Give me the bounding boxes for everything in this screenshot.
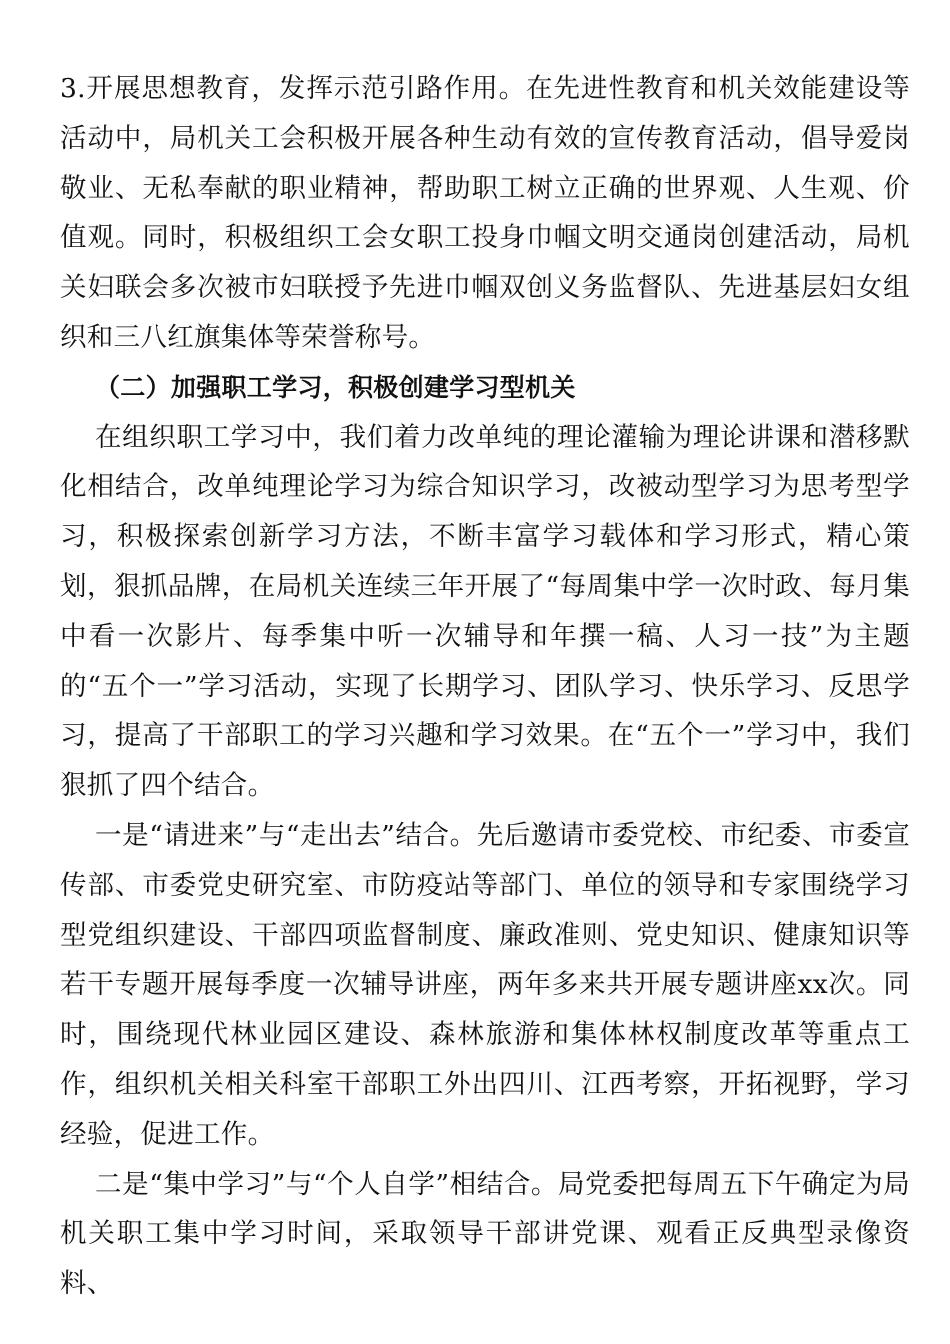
section-heading: （二）加强职工学习，积极创建学习型机关 [95, 372, 576, 402]
paragraph-thought-education: 3.开展思想教育，发挥示范引路作用。在先进性教育和机关效能建设等活动中，局机关工会积极开展各种生动有效的宣传教育活动，倡导爱岗敬业、无私奉献的职业精神，帮助职工树立正确的世界观、人生观、价值观。同时，积极组织工会女职工投身巾帼文明交通岗创建活动，局机关妇联会多次被市妇联授予先进巾帼双创义务监督队、先进基层妇女组织和三八红旗集体等荣誉称号。 [60, 73, 910, 353]
paragraph-point-two: 二是“集中学习”与“个人自学”相结合。局党委把每周五下午确定为局机关职工集中学习时间，采取领导干部讲党课、观看正反典型录像资料、 [60, 1168, 910, 1300]
paragraph-learning-intro: 在组织职工学习中，我们着力改单纯的理论灌输为理论讲课和潜移默化相结合，改单纯理论学习为综合知识学习，改被动型学习为思考型学习，积极探索创新学习方法，不断丰富学习载体和学习形式，精心策划，狠抓品牌，在局机关连续三年开展了“每周集中学一次时政、每月集中看一次影片、每季集中听一次辅导和年撰一稿、人习一技”为主题的“五个一”学习活动，实现了长期学习、团队学习、快乐学习、反思学习，提高了干部职工的学习兴趣和学习效果。在“五个一”学习中，我们狠抓了四个结合。 [60, 421, 910, 802]
paragraph-point-one: 一是“请进来”与“走出去”结合。先后邀请市委党校、市纪委、市委宣传部、市委党史研究室、市防疫站等部门、单位的领导和专家围绕学习型党组织建设、干部四项监督制度、廉政准则、党史知识、健康知识等若干专题开展每季度一次辅导讲座，两年多来共开展专题讲座xx次。同时，围绕现代林业园区建设、森林旅游和集体林权制度改革等重点工作，组织机关相关科室干部职工外出四川、江西考察，开拓视野，学习经验，促进工作。 [60, 819, 910, 1150]
document-body [60, 64, 910, 1309]
